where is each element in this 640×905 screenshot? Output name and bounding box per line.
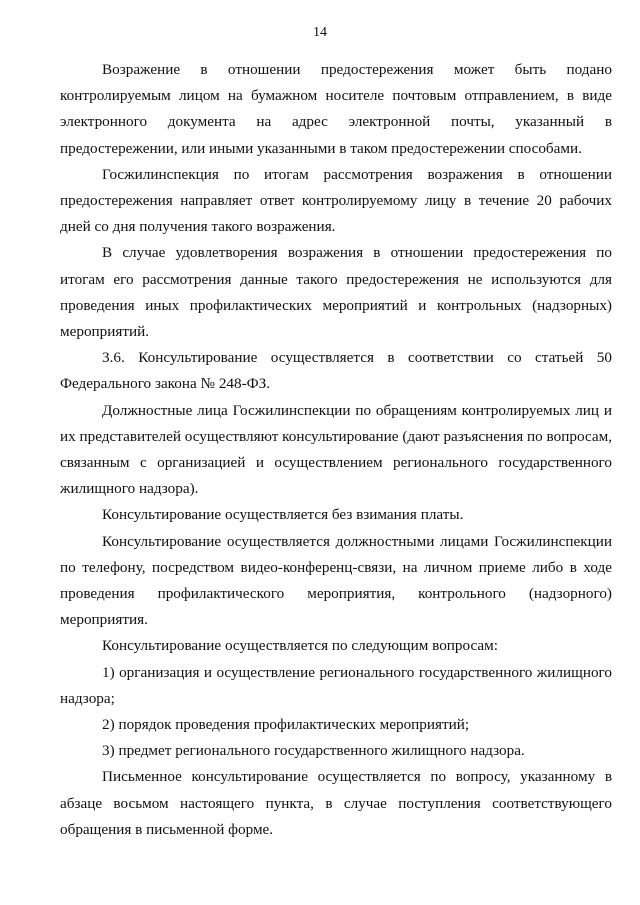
page-number: 14 <box>313 25 327 40</box>
list-item-topic-3: 3) предмет регионального государственного жилищного надзора. <box>102 742 525 760</box>
list-item-topic-2: 2) порядок проведения профилактических мероприятий; <box>102 716 470 734</box>
paragraph-consulting-topics-intro: Консультирование осуществляется по следующим вопросам: <box>102 637 498 655</box>
paragraph-objection-response: Госжилинспекция по итогам рассмотрения возражения в отношении предостережения направляет ответ контролируемому лицу в течение 20 рабочих дней со дня получения такого возражения. <box>60 165 612 236</box>
paragraph-written-consulting: Письменное консультирование осуществляется по вопросу, указанному в абзаце восьмом настоящего пункта, в случае поступления соответствующего обращения в письменной форме. <box>60 768 612 838</box>
paragraph-consulting-channels: Консультирование осуществляется должностными лицами Госжилинспекции по телефону, посредством видео-конференц-связи, на личном приеме либо в ходе проведения профилактического мероприятия, контрольного (надзорного) мероприятия. <box>60 532 612 629</box>
paragraph-objection-satisfied: В случае удовлетворения возражения в отношении предостережения по итогам его рассмотрения данные такого предостережения не используются для проведения иных профилактических мероприятий и контрольных (надзорных) мероприятий. <box>60 244 612 341</box>
list-item-topic-1: 1) организация и осуществление регионального государственного жилищного надзора; <box>60 663 612 707</box>
paragraph-objection-submission: Возражение в отношении предостережения может быть подано контролируемым лицом на бумажном носителе почтовым отправлением, в виде электронного документа на адрес электронной почты, указанный в предостережении, или иными указанными в таком предостережении способами. <box>60 61 612 157</box>
paragraph-free-of-charge: Консультирование осуществляется без взимания платы. <box>102 506 464 524</box>
paragraph-consulting-clause: 3.6. Консультирование осуществляется в соответствии со статьей 50 Федерального закона № 248-ФЗ. <box>60 349 612 393</box>
paragraph-officials-consulting: Должностные лица Госжилинспекции по обращениям контролируемых лиц и их представителей осуществляют консультирование (дают разъяснения по вопросам, связанным с организацией и осуществлением регионального государственного жилищного надзора). <box>60 401 612 498</box>
document-body <box>60 57 612 843</box>
